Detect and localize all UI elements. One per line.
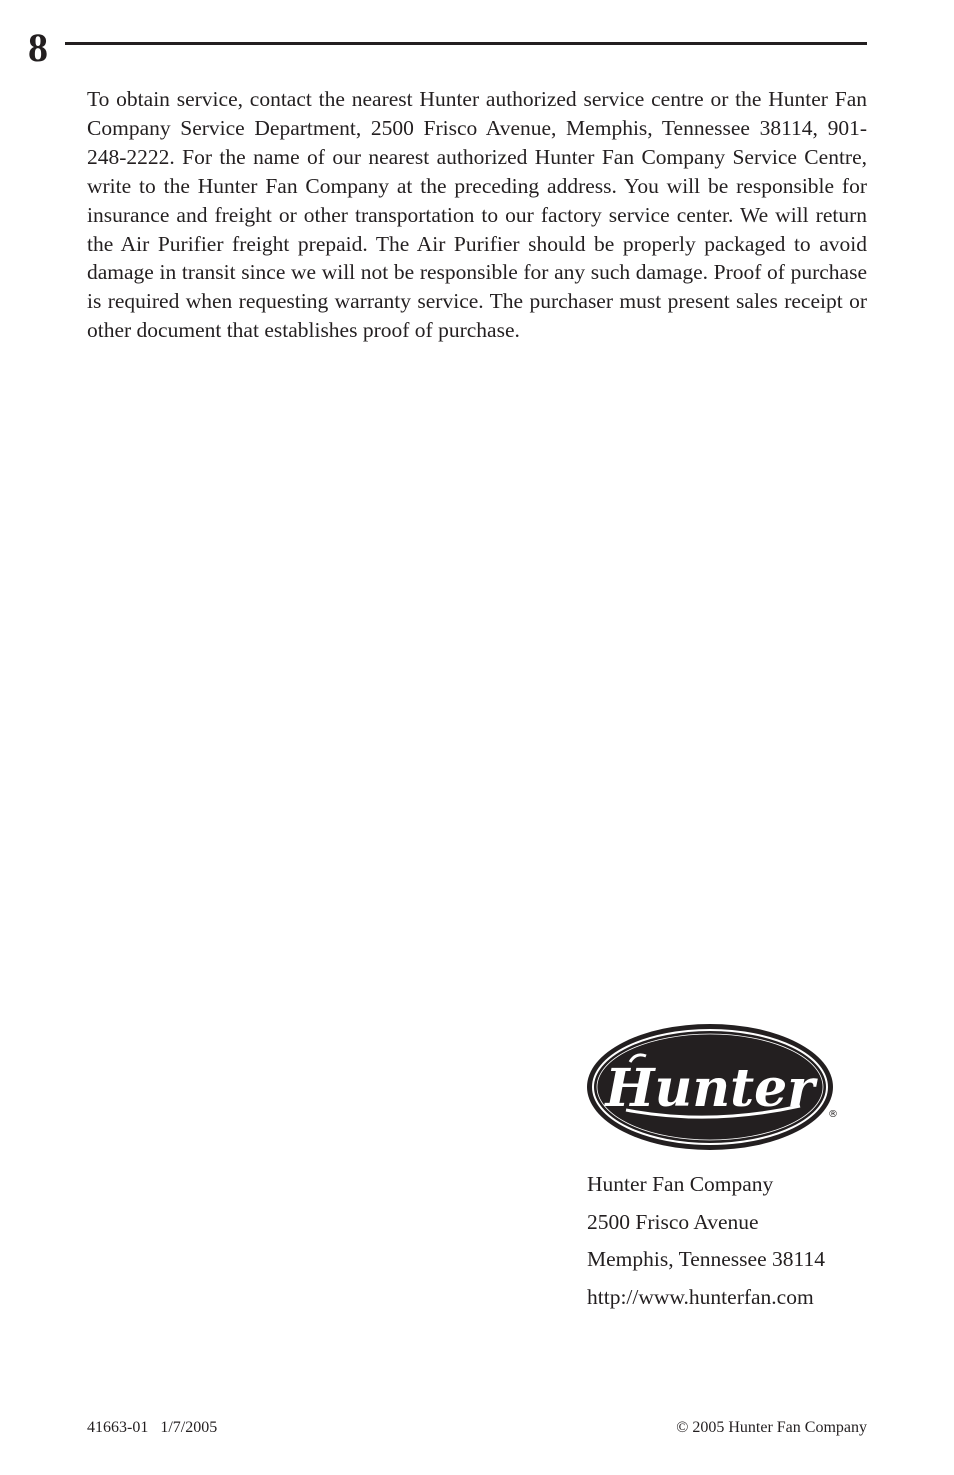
header-rule xyxy=(65,42,867,45)
city-state-zip: Memphis, Tennessee 38114 xyxy=(587,1247,825,1272)
hunter-logo-icon xyxy=(586,1022,838,1152)
page-number: 8 xyxy=(28,25,48,70)
document-id: 41663-01 1/7/2005 xyxy=(87,1419,218,1436)
logo-wordmark: Hunter xyxy=(605,1058,815,1119)
company-name: Hunter Fan Company xyxy=(587,1172,774,1196)
street-address: 2500 Frisco Avenue xyxy=(587,1209,759,1234)
registered-mark: ® xyxy=(828,1109,838,1120)
website-link[interactable]: http://www.hunterfan.com xyxy=(587,1285,814,1310)
company-address xyxy=(587,1166,825,1317)
copyright-notice: © 2005 Hunter Fan Company xyxy=(676,1419,867,1436)
service-paragraph: To obtain service, contact the nearest Hunter authorized service centre or the Hunter Fan Company Service Department, 2500 Frisco Avenue, Memphis, Tennessee 38114, 901-248-2222. For the name of our nearest authorized Hunter Fan Company Service Centre, write to the Hunter Fan Company at the preceding address. You will be responsible for insurance and freight or other transportation to our factory service center. We will return the Air Purifier freight prepaid. The Air Purifier should be properly packaged to avoid damage in transit since we will not be responsible for any such damage. Proof of purchase is required when requesting warranty service. The purchaser must present sales receipt or other document that establishes proof of purchase. xyxy=(87,87,867,343)
